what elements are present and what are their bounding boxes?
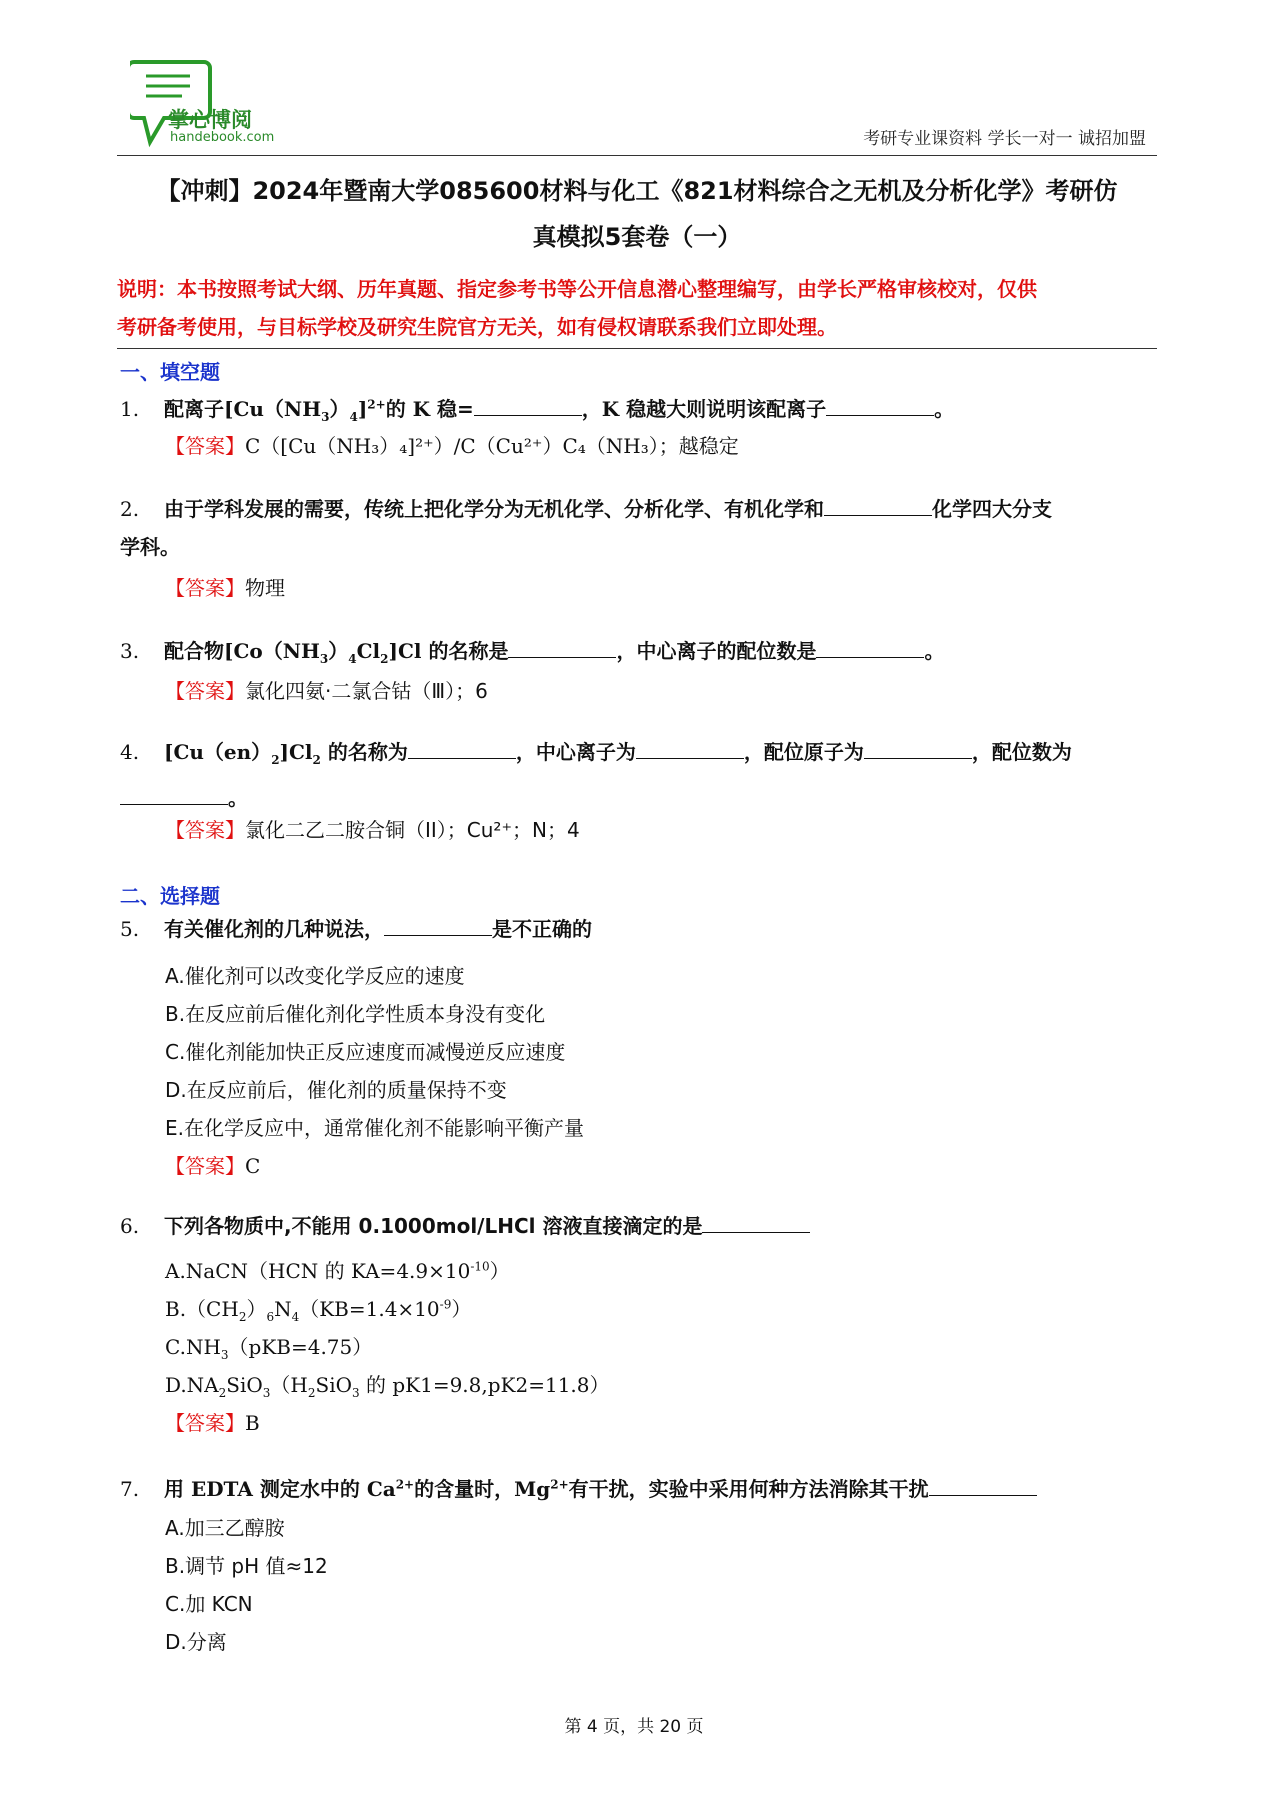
page-footer: 第 4 页，共 20 页 bbox=[564, 1717, 704, 1737]
option-a: A.NaCN（HCN 的 $KA=4.9\times 10^{-10}$） bbox=[165, 1259, 510, 1283]
question-3 bbox=[120, 632, 1160, 678]
section-heading-choice: 二、选择题 bbox=[120, 884, 220, 908]
option-a: A.催化剂可以改变化学反应的速度 bbox=[165, 964, 465, 988]
header-tagline: 考研专业课资料 学长一对一 诚招加盟 bbox=[863, 129, 1146, 149]
question-number: 4. bbox=[120, 740, 140, 764]
question-number: 2. bbox=[120, 497, 140, 521]
title-line-1: 【冲刺】2024年暨南大学085600材料与化工《821材料综合之无机及分析化学》考研仿 bbox=[156, 177, 1118, 205]
answer-text: C bbox=[245, 1154, 261, 1178]
answer-blank bbox=[702, 1212, 810, 1233]
answer-5 bbox=[165, 1150, 260, 1179]
logo-url: handebook.com bbox=[170, 130, 275, 145]
option-d: D.分离 bbox=[165, 1630, 227, 1654]
question-6 bbox=[120, 1207, 1160, 1245]
answer-text: 物理 bbox=[245, 576, 285, 600]
answer-tag: 【答案】 bbox=[165, 1154, 245, 1178]
question-stem: 有关催化剂的几种说法， 是不正确的 bbox=[164, 917, 592, 941]
question-7 bbox=[120, 1465, 1160, 1508]
notice-line-2: 考研备考使用，与目标学校及研究生院官方无关，如有侵权请联系我们立即处理。 bbox=[117, 315, 837, 339]
option-c: C.加 KCN bbox=[165, 1592, 253, 1616]
option-d: $D.NA_2SiO_3(H_2SiO_3$ 的 pK1=9.8,pK2=11.8） bbox=[165, 1373, 610, 1400]
answer-tag: 【答案】 bbox=[165, 434, 245, 458]
question-number: 3. bbox=[120, 639, 140, 663]
answer-6 bbox=[165, 1407, 260, 1436]
question-number: 1. bbox=[120, 396, 140, 421]
question-1 bbox=[120, 385, 1160, 436]
disclaimer-notice bbox=[117, 270, 1157, 346]
answer-text: B bbox=[245, 1411, 260, 1435]
option-c: $C.NH_3(pKB=4.75)$ bbox=[165, 1335, 373, 1362]
option-d: D.在反应前后，催化剂的质量保持不变 bbox=[165, 1078, 507, 1102]
option-a: A.加三乙醇胺 bbox=[165, 1516, 285, 1540]
question-4 bbox=[120, 733, 1160, 817]
answer-tag: 【答案】 bbox=[165, 1411, 245, 1435]
question-stem: $[Cu(en)_2]Cl_2$ 的名称为 ，中心离子为 ，配位原子为 ，配位数为 。 bbox=[120, 740, 1072, 810]
question-stem: 配合物$[Co(NH_3)_4Cl_2]Cl$ 的名称是 ，中心离子的配位数是 。 bbox=[164, 639, 945, 666]
section-heading-fill-blank: 一、填空题 bbox=[120, 360, 220, 384]
answer-text: 氯化二乙二胺合铜（II）；Cu²⁺；N；4 bbox=[245, 818, 580, 842]
answer-3 bbox=[165, 675, 488, 704]
question-number: 6. bbox=[120, 1214, 140, 1238]
question-stem: 由于学科发展的需要，传统上把化学分为无机化学、分析化学、有机化学和 化学四大分支 学科。 bbox=[120, 497, 1052, 559]
question-stem: 配离子$[Cu(NH_3)_4]^{2+}$的 K 稳= ，K 稳越大则说明该配离子 。 bbox=[164, 396, 955, 424]
question-5 bbox=[120, 910, 1160, 948]
option-b: B.调节 pH 值≈12 bbox=[165, 1554, 328, 1578]
option-e: E.在化学反应中，通常催化剂不能影响平衡产量 bbox=[165, 1116, 584, 1140]
answer-tag: 【答案】 bbox=[165, 818, 245, 842]
question-stem: 下列各物质中,不能用 0.1000mol/LHCl 溶液直接滴定的是 bbox=[164, 1214, 703, 1238]
question-number: 7. bbox=[120, 1476, 140, 1501]
title-line-2: 真模拟5套卷（一） bbox=[532, 223, 742, 251]
notice-line-1: 说明：本书按照考试大纲、历年真题、指定参考书等公开信息潜心整理编写，由学长严格审核校对，仅供 bbox=[117, 277, 1037, 301]
option-c: C.催化剂能加快正反应速度而减慢逆反应速度 bbox=[165, 1040, 566, 1064]
answer-2 bbox=[165, 572, 285, 601]
answer-text: 氯化四氨·二氯合钴（Ⅲ）；6 bbox=[245, 679, 488, 703]
option-b: $B.(CH_2)_6N_4(KB=1.4\times 10^{-9})$ bbox=[165, 1297, 472, 1324]
question-number: 5. bbox=[120, 917, 140, 941]
question-2 bbox=[120, 490, 1160, 566]
answer-1 bbox=[165, 430, 739, 459]
option-b: B.在反应前后催化剂化学性质本身没有变化 bbox=[165, 1002, 546, 1026]
logo-name: 掌心博阅 bbox=[168, 108, 252, 132]
document-title bbox=[117, 168, 1157, 260]
notice-divider bbox=[117, 348, 1157, 349]
answer-tag: 【答案】 bbox=[165, 679, 245, 703]
question-stem: 用 EDTA 测定水中的 $Ca^{2+}$的含量时，$Mg^{2+}$有干扰，实验中采用何种方法消除其干扰 bbox=[164, 1477, 1037, 1501]
header-divider bbox=[117, 155, 1157, 156]
answer-4 bbox=[165, 814, 580, 843]
answer-tag: 【答案】 bbox=[165, 576, 245, 600]
answer-text: C（[Cu（NH₃）₄]²⁺）/C（Cu²⁺）C₄（NH₃）；越稳定 bbox=[245, 434, 739, 458]
